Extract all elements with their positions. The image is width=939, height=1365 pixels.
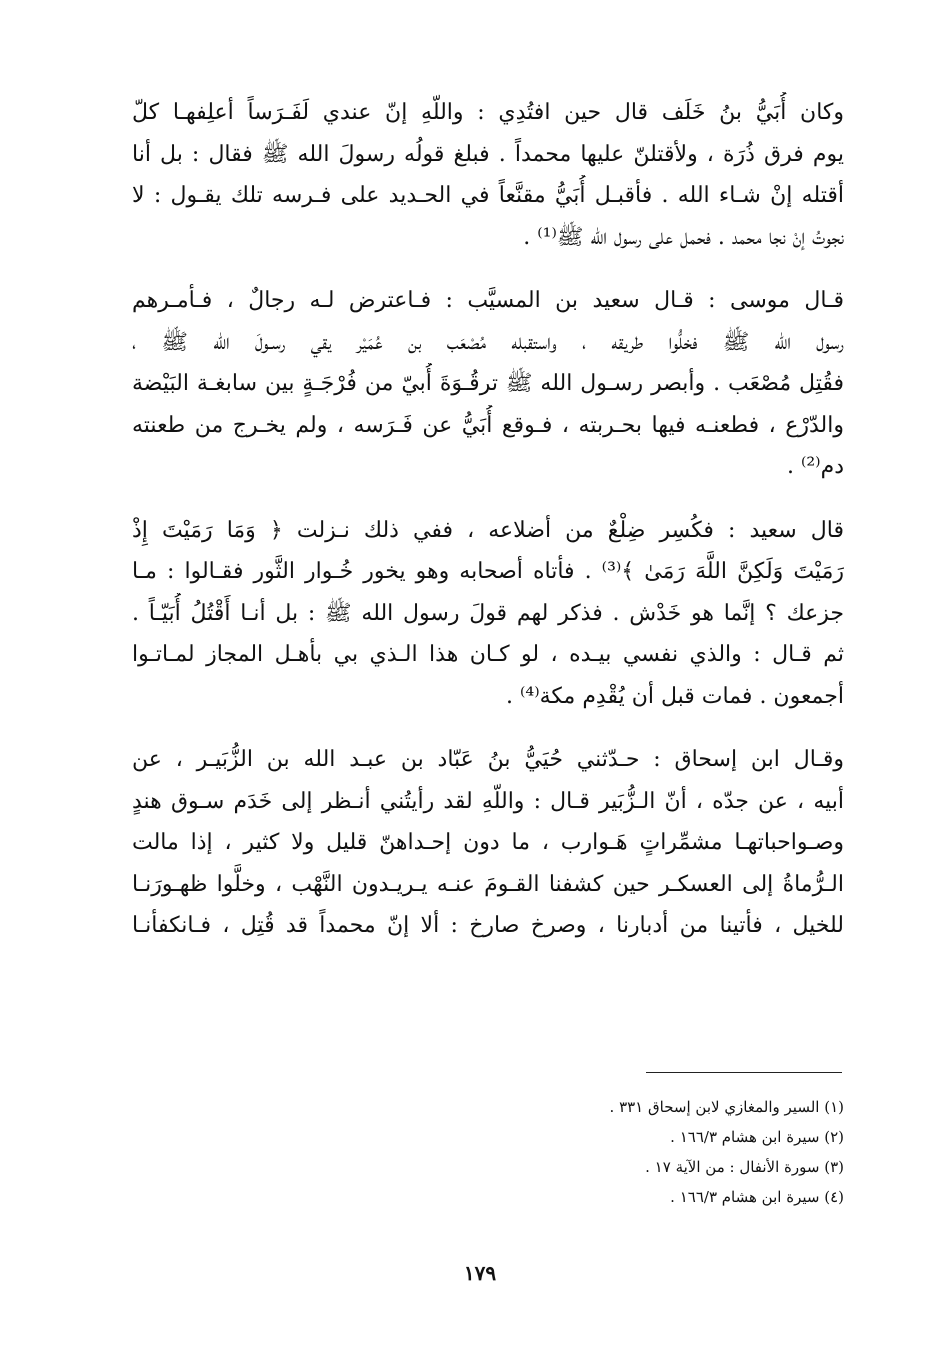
text-line: ثم قـال : والذي نفسي بيـده ، لو كـان هذا الـذي بي بأهـل المجاز لمـاتـوا xyxy=(132,642,844,667)
text-line: والدّرْع ، فطعنـه فيها بحـربته ، فـوقع أُبَيُّ عن فَـرَسه ، ولم يخـرج من طعنته xyxy=(132,412,844,438)
page-number: ١٧٩ xyxy=(463,1261,497,1285)
main-text xyxy=(132,92,844,969)
text-line: للخيل ، فأتينا من أدبارنا ، وصرخ صارخ : ألا إنّ محمداً قد قُتِل ، فـانكفأنـا xyxy=(132,913,844,938)
text-line: وصـواحباتهـا مشمِّراتٍ هَـوارب ، ما دون إحـداهنّ قليل ولا كثير ، إذا مالت xyxy=(132,830,844,855)
text-line: دم⁽²⁾ . xyxy=(786,454,844,479)
footnotes xyxy=(400,1092,844,1212)
footnote-3: (٣) سورة الأنفال : من الآية ١٧ . xyxy=(645,1158,844,1176)
text-line: وكان أُبَيُّ بنُ خَلَف قال حين افتُدِي : واللّهِ إنّ عندي لَفَـرَساً أعلِفهـا كلّ xyxy=(132,100,844,125)
text-line: أقتله إنْ شـاء الله . فأقبـل أُبَيُّ مقنَّعاً في الحـديد على فـرسه تلك يقـول : لا xyxy=(132,183,844,208)
footnote-divider xyxy=(646,1072,842,1073)
text-line: يوم فرق ذُرَة ، ولأقتلنّ عليها محمداً . فبلغ قولُه رسولَ الله ﷺ فقال : بل أنا xyxy=(132,141,844,167)
paragraph-2 xyxy=(132,280,844,488)
text-line: رَمَيْتَ وَلَكِنَّ اللَّهَ رَمَىٰ ﴾⁽³⁾ . فأتاه أصحابه وهو يخور خُـوار الثَّور فقـالوا : مـا xyxy=(132,559,844,584)
text-line: أبيه ، عن جدّه ، أنّ الـزُّبَير قـال : واللّهِ لقد رأيتُني أنـظر إلى خَدَم سـوق هندٍ xyxy=(132,788,844,814)
text-line: فقُتِل مُصْعَب . وأبصر رسـول الله ﷺ ترقُـوَةَ أُبيّ من فُرْجَـةٍ بين سابغـة البَيْضة xyxy=(132,371,844,396)
paragraph-4 xyxy=(132,739,844,947)
text-line: نجوتُ إنْ نجا محمد . فحمل على رسول الله ﷺ⁽¹⁾ . xyxy=(523,224,844,250)
paragraph-3 xyxy=(132,510,844,718)
text-line: الـرُّماةُ إلى العسكـر حين كشفنا القـومَ عنـه يـريـدون النَّهْب ، وخلَّوا ظهـورَنـا xyxy=(132,871,844,897)
footnote-4: (٤) سيرة ابن هشام ١٦٦/٣ . xyxy=(670,1188,844,1206)
text-line: أجمعون . فمات قبل أن يُقْدِم مكة⁽⁴⁾ . xyxy=(505,683,844,709)
text-line: وقـال ابن إسحاق : حـدّثني حُيَيُّ بنُ عَبّاد بن عبـد الله بن الزُّبَيـر ، عن xyxy=(132,747,844,772)
paragraph-1 xyxy=(132,92,844,258)
footnote-2: (٢) سيرة ابن هشام ١٦٦/٣ . xyxy=(670,1128,844,1146)
text-line: قـال موسى : قـال سعيد بن المسيَّب : فـاعترض لـه رجالٌ ، فـأمـرهم xyxy=(132,288,844,313)
footnote-1: (١) السير والمغازي لابن إسحاق ٣٣١ . xyxy=(609,1098,844,1116)
text-line: رسول الله ﷺ فخلُّوا طريقه ، واستقبله مُصْعَب بن عُمَيْر يقي رسـولَ الله ﷺ ، xyxy=(132,329,844,355)
text-line: قال سعيد : فكُسِر ضِلْعٌ من أضلاعه ، ففي ذلك نـزلت ﴿ وَمَا رَمَيْتَ إِذْ xyxy=(132,517,844,543)
text-line: جزعك ؟ إنَّما هو خَدْش . فذكر لهم قولَ رسول الله ﷺ : بل أنـا أَقْتُلُ أُبَيّـاً . xyxy=(132,600,844,626)
